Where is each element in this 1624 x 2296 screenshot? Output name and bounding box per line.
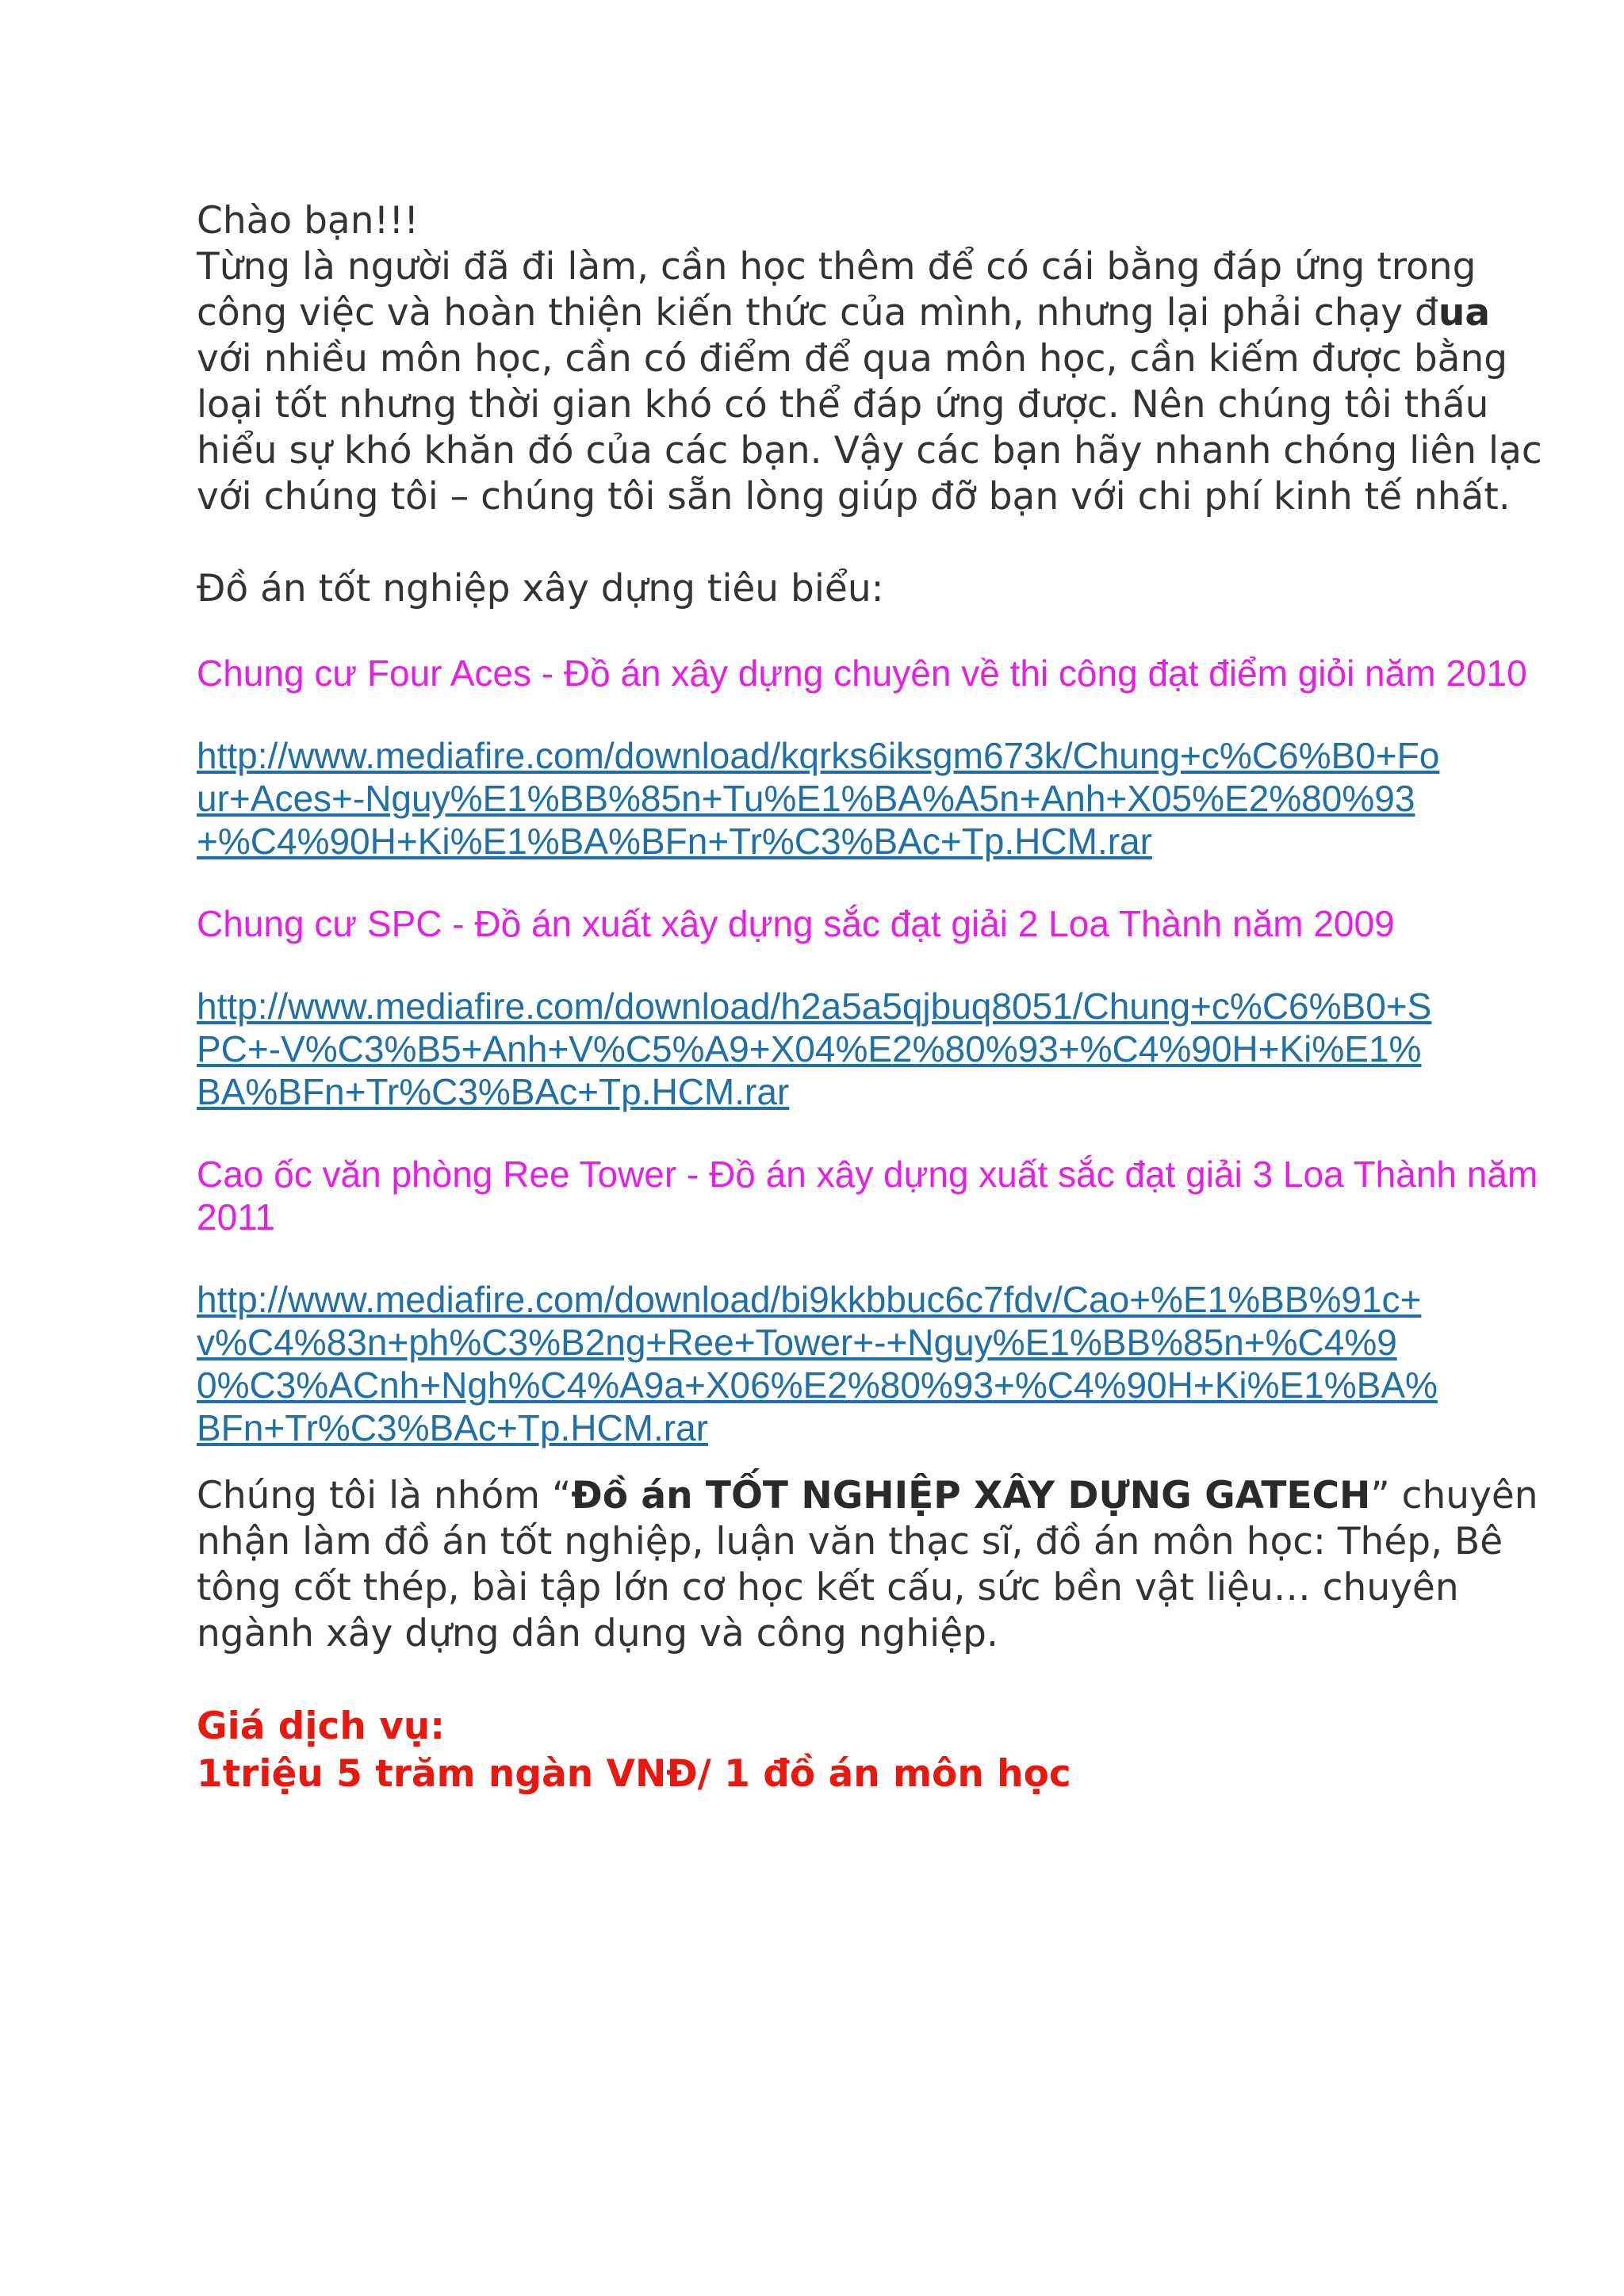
intro-section: [197, 198, 1545, 520]
project-download-link[interactable]: http://www.mediafire.com/download/h2a5a5qjbuq8051/Chung+c%C6%B0+SPC+-V%C3%B5+Anh+V%C5%A9+X04%E2%80%93+%C4%90H+Ki%E1%BA%BFn+Tr%C3%BAc+Tp.HCM.rar: [197, 985, 1432, 1112]
project-title: Chung cư SPC - Đồ án xuất xây dựng sắc đạt giải 2 Loa Thành năm 2009: [197, 903, 1395, 944]
project-3: [197, 1153, 1545, 1449]
intro-text-a: Từng là người đã đi làm, cần học thêm để có cái bằng đáp ứng trong công việc và hoàn thiện kiến thức của mình, nhưng lại phải chạy đ: [197, 245, 1477, 335]
project-title: Cao ốc văn phòng Ree Tower - Đồ án xây dựng xuất sắc đạt giải 3 Loa Thành năm 2011: [197, 1154, 1538, 1238]
section-title: Đồ án tốt nghiệp xây dựng tiêu biểu:: [197, 567, 884, 610]
project-1: [197, 652, 1545, 863]
intro-bold-text: ua: [1438, 291, 1491, 335]
project-download-link[interactable]: http://www.mediafire.com/download/bi9kkbbuc6c7fdv/Cao+%E1%BB%91c+v%C4%83n+ph%C3%B2ng+Ree+Tower+-+Nguy%E1%BB%85n+%C4%90%C3%ACnh+Ngh%C4%A9a+X06%E2%80%93+%C4%90H+Ki%E1%BA%BFn+Tr%C3%BAc+Tp.HCM.rar: [197, 1279, 1438, 1448]
pricing-label: Giá dịch vụ:: [197, 1705, 446, 1748]
project-title: Chung cư Four Aces - Đồ án xây dựng chuyên về thi công đạt điểm giỏi năm 2010: [197, 652, 1527, 694]
intro-paragraph: [197, 244, 1545, 520]
about-suffix: ” chuyên nhận làm đồ án tốt nghiệp, luận văn thạc sĩ, đồ án môn học: Thép, Bê tông cốt thép, bài tập lớn cơ học kết cấu, sức bền vật liệu… chuyên ngành xây dựng dân dụng và công nghiệp.: [197, 1474, 1538, 1655]
document-page: [197, 198, 1545, 1798]
about-paragraph: [197, 1473, 1545, 1657]
pricing-section: [197, 1703, 1545, 1798]
about-prefix: Chúng tôi là nhóm “: [197, 1474, 572, 1517]
greeting: Chào bạn!!!: [197, 199, 419, 243]
intro-text-b: với nhiều môn học, cần có điểm để qua môn học, cần kiếm được bằng loại tốt nhưng thời gian khó có thể đáp ứng được. Nên chúng tôi thấu hiểu sự khó khăn đó của các bạn. Vậy các bạn hãy nhanh chóng liên lạc với chúng tôi – chúng tôi sẵn lòng giúp đỡ bạn với chi phí kinh tế nhất.: [197, 337, 1542, 519]
pricing-value: 1triệu 5 trăm ngàn VNĐ/ 1 đồ án môn học: [197, 1752, 1071, 1796]
project-download-link[interactable]: http://www.mediafire.com/download/kqrks6iksgm673k/Chung+c%C6%B0+Four+Aces+-Nguy%E1%BB%85n+Tu%E1%BA%A5n+Anh+X05%E2%80%93+%C4%90H+Ki%E1%BA%BFn+Tr%C3%BAc+Tp.HCM.rar: [197, 735, 1440, 862]
group-name: Đồ án TỐT NGHIỆP XÂY DỰNG GATECH: [571, 1474, 1371, 1517]
project-2: [197, 902, 1545, 1113]
